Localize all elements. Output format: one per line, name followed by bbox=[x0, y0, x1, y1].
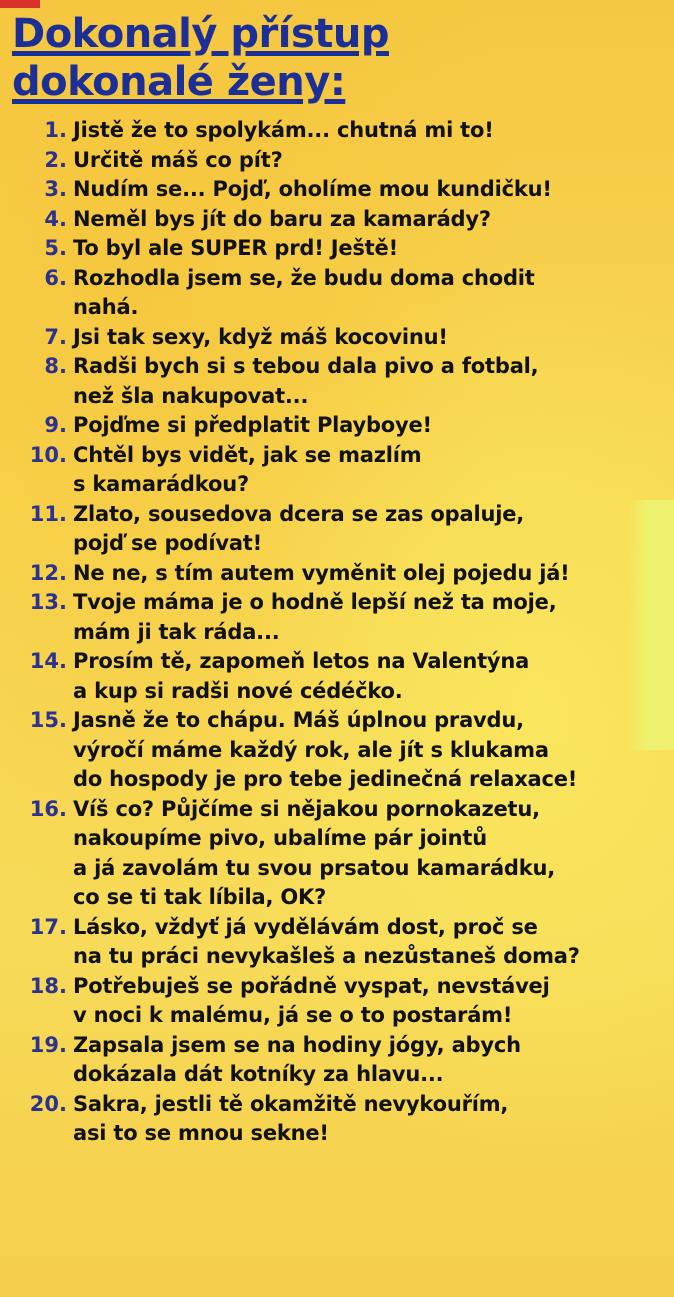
list-item-line: Potřebuješ se pořádně vyspat, nevstávej bbox=[73, 973, 550, 998]
list-item bbox=[10, 323, 672, 353]
list-item-line: Víš co? Půjčíme si nějakou pornokazetu, bbox=[73, 796, 540, 821]
list-item-number: 6. bbox=[44, 265, 67, 290]
list-item-text bbox=[67, 1031, 521, 1090]
list-item-line: Prosím tě, zapomeň letos na Valentýna bbox=[73, 649, 530, 673]
list-item-number: 16. bbox=[29, 796, 67, 821]
list-item bbox=[10, 352, 672, 411]
list-item-number: 11. bbox=[29, 501, 67, 526]
list-item-text bbox=[67, 706, 577, 795]
list-item-line: nakoupíme pivo, ubalíme pár jointů bbox=[73, 826, 488, 850]
numbered-list bbox=[10, 116, 672, 1149]
list-item-text bbox=[67, 411, 432, 441]
list-item-line: do hospody je pro tebe jedinečná relaxace! bbox=[73, 767, 578, 791]
list-item-text bbox=[67, 146, 283, 176]
list-item-number: 20. bbox=[29, 1091, 67, 1116]
list-item-line: Rozhodla jsem se, že budu doma chodit bbox=[73, 265, 535, 290]
list-item bbox=[10, 264, 672, 323]
list-item-line: dokázala dát kotníky za hlavu... bbox=[73, 1062, 444, 1086]
list-item-number: 2. bbox=[44, 147, 67, 172]
list-item-line: výročí máme každý rok, ale jít s klukama bbox=[73, 737, 549, 762]
list-item-line: To byl ale SUPER prd! Ještě! bbox=[73, 236, 398, 260]
list-item-text bbox=[67, 795, 555, 913]
list-item-number: 13. bbox=[29, 590, 67, 614]
list-item-number: 15. bbox=[29, 708, 67, 732]
list-item-line: Lásko, vždyť já vydělávám dost, proč se bbox=[73, 914, 538, 939]
list-item-number: 5. bbox=[44, 236, 67, 260]
list-item bbox=[10, 1090, 672, 1149]
list-item-line: Ne ne, s tím autem vyměnit olej pojedu já! bbox=[73, 560, 570, 585]
list-item-number: 3. bbox=[44, 177, 67, 201]
list-item-number: 14. bbox=[29, 649, 67, 673]
list-item-line: Jsi tak sexy, když máš kocovinu! bbox=[73, 324, 448, 349]
list-item bbox=[10, 441, 672, 500]
list-item-text bbox=[67, 234, 398, 264]
list-item bbox=[10, 116, 672, 146]
list-item bbox=[10, 972, 672, 1031]
list-item bbox=[10, 175, 672, 205]
list-item-line: Zlato, sousedova dcera se zas opaluje, bbox=[73, 501, 525, 526]
list-item-number: 4. bbox=[44, 206, 67, 231]
list-item-number: 17. bbox=[29, 914, 67, 939]
list-item-line: a já zavolám tu svou prsatou kamarádku, bbox=[73, 855, 556, 880]
list-item bbox=[10, 913, 672, 972]
list-item-line: v noci k malému, já se o to postarám! bbox=[73, 1003, 513, 1027]
list-item-line: co se ti tak líbila, OK? bbox=[73, 885, 327, 909]
list-item-number: 18. bbox=[29, 973, 67, 998]
list-item bbox=[10, 647, 672, 706]
list-item-line: Radši bych si s tebou dala pivo a fotbal, bbox=[73, 354, 539, 378]
list-item-line: Neměl bys jít do baru za kamarády? bbox=[73, 206, 491, 231]
list-item-line: a kup si radši nové cédéčko. bbox=[73, 678, 403, 703]
list-item-line: Jistě že to spolykám... chutná mi to! bbox=[73, 118, 494, 142]
list-item-line: Chtěl bys vidět, jak se mazlím bbox=[73, 442, 422, 467]
list-item-text bbox=[67, 913, 580, 972]
list-item-text bbox=[67, 116, 494, 146]
list-item-line: asi to se mnou sekne! bbox=[73, 1121, 329, 1145]
list-item-line: Sakra, jestli tě okamžitě nevykouřím, bbox=[73, 1091, 509, 1116]
list-item-text bbox=[67, 264, 535, 323]
list-item-line: Nudím se... Pojď, oholíme mou kundičku! bbox=[73, 177, 552, 201]
list-item bbox=[10, 205, 672, 235]
list-item bbox=[10, 706, 672, 795]
red-corner-mark bbox=[0, 0, 40, 8]
list-item-line: než šla nakupovat... bbox=[73, 383, 309, 408]
list-item-line: Jasně že to chápu. Máš úplnou pravdu, bbox=[73, 708, 524, 732]
list-item bbox=[10, 588, 672, 647]
list-item-line: s kamarádkou? bbox=[73, 472, 249, 496]
list-item bbox=[10, 500, 672, 559]
list-item-text bbox=[67, 441, 421, 500]
list-item bbox=[10, 1031, 672, 1090]
list-item-line: Zapsala jsem se na hodiny jógy, abych bbox=[73, 1032, 521, 1057]
list-item-number: 7. bbox=[44, 324, 67, 349]
list-item bbox=[10, 411, 672, 441]
list-item-number: 10. bbox=[29, 442, 67, 467]
title-line-1: Dokonalý přístup bbox=[12, 11, 389, 57]
list-item-line: Pojďme si předplatit Playboye! bbox=[73, 413, 432, 437]
list-item-text bbox=[67, 205, 491, 235]
page-title bbox=[12, 10, 389, 106]
list-item-text bbox=[67, 352, 538, 411]
list-item-text bbox=[67, 323, 448, 353]
list-item-line: Určitě máš co pít? bbox=[73, 147, 283, 172]
list-item-line: Tvoje máma je o hodně lepší než ta moje, bbox=[73, 590, 557, 614]
list-item-number: 8. bbox=[44, 354, 67, 378]
list-item bbox=[10, 559, 672, 589]
list-item-number: 9. bbox=[44, 413, 67, 437]
list-item bbox=[10, 146, 672, 176]
list-item-text bbox=[67, 588, 556, 647]
list-item-line: mám ji tak ráda... bbox=[73, 619, 280, 644]
list-item-text bbox=[67, 175, 552, 205]
list-item-text bbox=[67, 972, 550, 1031]
title-line-2: dokonalé ženy: bbox=[12, 59, 346, 105]
list-item-text bbox=[67, 500, 524, 559]
list-item-line: pojď se podívat! bbox=[73, 531, 263, 555]
list-item-line: na tu práci nevykašleš a nezůstaneš doma? bbox=[73, 944, 580, 968]
list-item-number: 19. bbox=[29, 1032, 67, 1057]
list-item-text bbox=[67, 559, 570, 589]
list-item-number: 12. bbox=[29, 560, 67, 585]
list-item bbox=[10, 234, 672, 264]
list-item-text bbox=[67, 1090, 508, 1149]
list-item-text bbox=[67, 647, 529, 706]
list-item-number: 1. bbox=[44, 118, 67, 142]
list-item-line: nahá. bbox=[73, 295, 139, 319]
list-item bbox=[10, 795, 672, 913]
